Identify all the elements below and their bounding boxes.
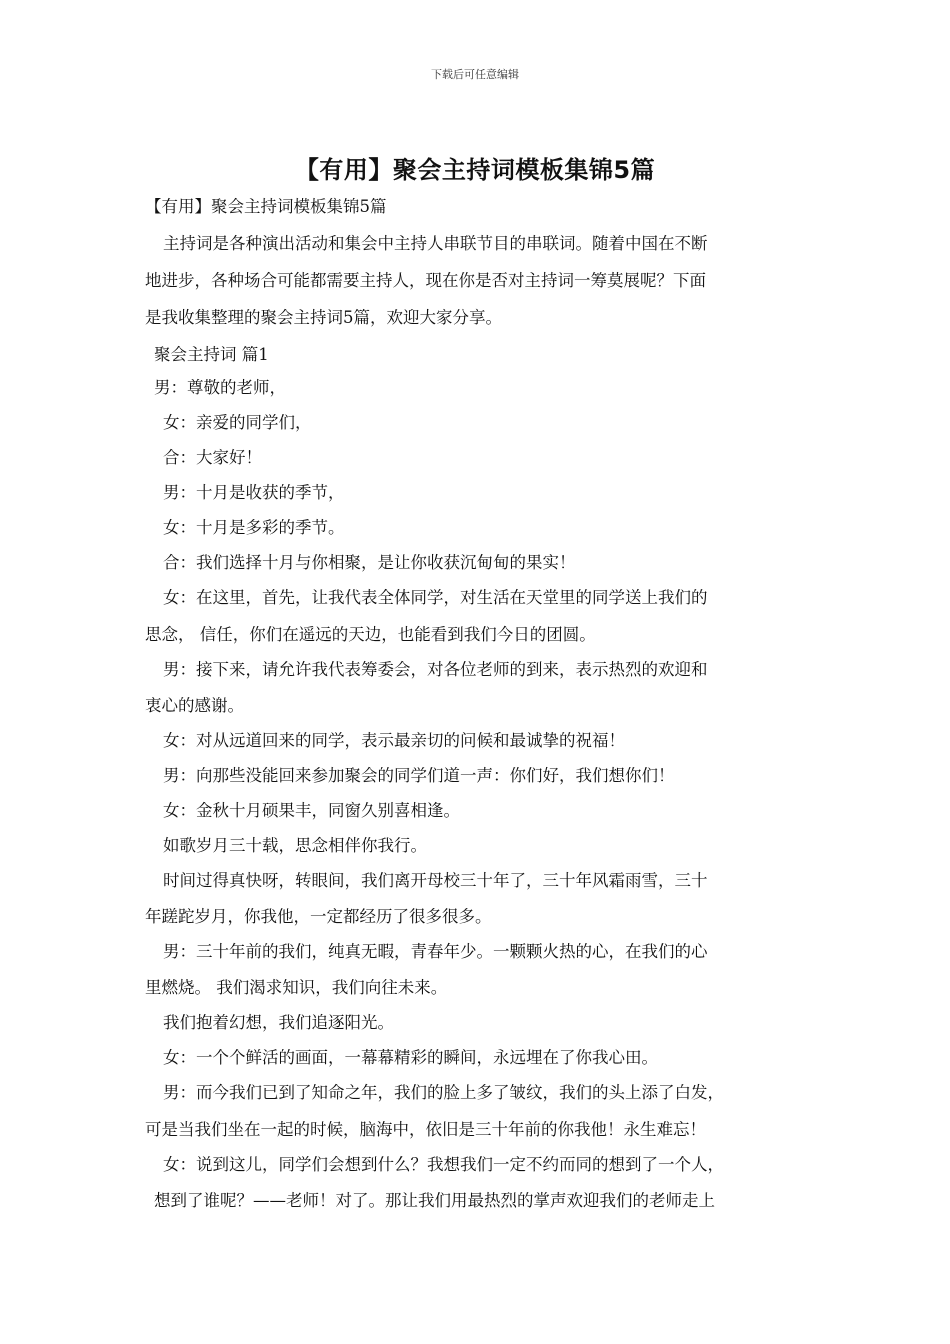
subtitle-line: 【有用】聚会主持词模板集锦5篇 <box>145 197 387 216</box>
dialogue-line: 合：大家好！ <box>163 448 262 467</box>
dialogue-line: 合：我们选择十月与你相聚，是让你收获沉甸甸的果实！ <box>163 553 576 572</box>
dialogue-line: 女：一个个鲜活的画面，一幕幕精彩的瞬间，永远埋在了你我心田。 <box>163 1048 658 1067</box>
dialogue-line: 年蹉跎岁月，你我他，一定都经历了很多很多。 <box>145 907 492 926</box>
dialogue-line: 女：金秋十月硕果丰，同窗久别喜相逢。 <box>163 801 460 820</box>
dialogue-line: 女：在这里，首先，让我代表全体同学，对生活在天堂里的同学送上我们的 <box>163 588 708 607</box>
dialogue-line: 时间过得真快呀，转眼间，我们离开母校三十年了，三十年风霜雨雪，三十 <box>163 871 708 890</box>
dialogue-line: 男：尊敬的老师， <box>154 378 286 397</box>
paragraph-line: 是我收集整理的聚会主持词5篇，欢迎大家分享。 <box>145 308 502 327</box>
dialogue-line: 衷心的感谢。 <box>145 696 244 715</box>
document-title: 【有用】聚会主持词模板集锦5篇 <box>294 156 656 184</box>
dialogue-line: 男：接下来，请允许我代表筹委会，对各位老师的到来，表示热烈的欢迎和 <box>163 660 708 679</box>
dialogue-line: 思念， 信任，你们在遥远的天边，也能看到我们今日的团圆。 <box>145 625 596 644</box>
paragraph-line: 地进步，各种场合可能都需要主持人，现在你是否对主持词一筹莫展呢？下面 <box>145 271 706 290</box>
dialogue-line: 里燃烧。 我们渴求知识，我们向往未来。 <box>145 978 448 997</box>
dialogue-line: 想到了谁呢？——老师！对了。那让我们用最热烈的掌声欢迎我们的老师走上 <box>154 1191 715 1210</box>
dialogue-line: 男：向那些没能回来参加聚会的同学们道一声：你们好，我们想你们！ <box>163 766 675 785</box>
dialogue-line: 男：三十年前的我们，纯真无暇，青春年少。一颗颗火热的心，在我们的心 <box>163 942 708 961</box>
dialogue-line: 可是当我们坐在一起的时候，脑海中，依旧是三十年前的你我他！永生难忘！ <box>145 1120 706 1139</box>
section-heading: 聚会主持词 篇1 <box>154 345 269 364</box>
dialogue-line: 女：亲爱的同学们， <box>163 413 312 432</box>
dialogue-line: 男：十月是收获的季节， <box>163 483 345 502</box>
dialogue-line: 如歌岁月三十载，思念相伴你我行。 <box>163 836 427 855</box>
dialogue-line: 男：而今我们已到了知命之年，我们的脸上多了皱纹，我们的头上添了白发， <box>163 1083 724 1102</box>
dialogue-line: 女：十月是多彩的季节。 <box>163 518 345 537</box>
dialogue-line: 女：说到这儿，同学们会想到什么？我想我们一定不约而同的想到了一个人， <box>163 1155 724 1174</box>
page-header: 下载后可任意编辑 <box>431 68 519 81</box>
dialogue-line: 我们抱着幻想，我们追逐阳光。 <box>163 1013 394 1032</box>
dialogue-line: 女：对从远道回来的同学，表示最亲切的问候和最诚挚的祝福！ <box>163 731 625 750</box>
paragraph-line: 主持词是各种演出活动和集会中主持人串联节目的串联词。随着中国在不断 <box>163 234 708 253</box>
